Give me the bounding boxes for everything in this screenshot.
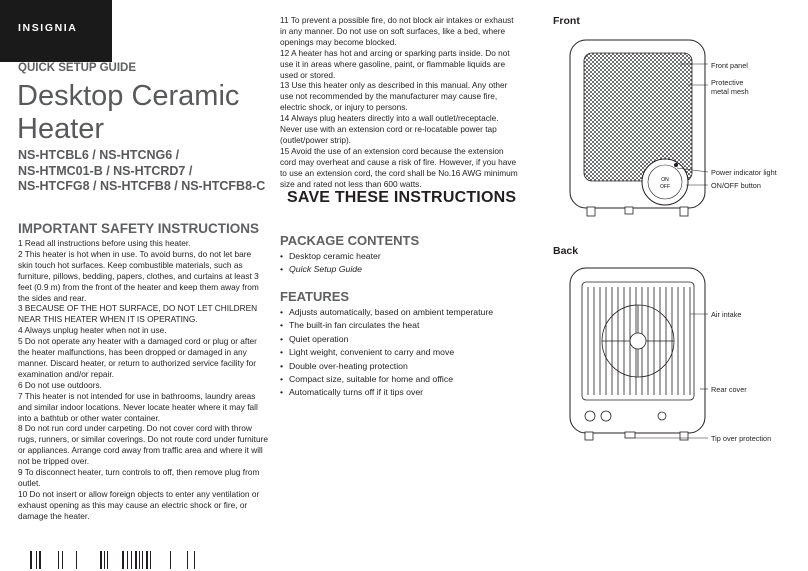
back-heater-illustration: [570, 268, 708, 440]
feature-item: • Automatically turns off if it tips over: [280, 386, 518, 399]
safety-item: 14 Always plug heaters directly into a wall outlet/receptacle. Never use with an extension cord or re-locatable power tap (outlet/power strip).: [280, 113, 499, 145]
knob-on-text: ON: [661, 177, 669, 183]
safety-item: 1 Read all instructions before using this heater.: [18, 238, 191, 248]
callout-power-light: Power indicator light: [711, 168, 777, 177]
product-title: Desktop Ceramic Heater: [17, 80, 240, 145]
callout-rear-cover: Rear cover: [711, 385, 747, 394]
feature-item: • Compact size, suitable for home and office: [280, 373, 518, 386]
callout-mesh-line: metal mesh: [711, 87, 749, 96]
callout-mesh-line: Protective: [711, 78, 744, 87]
safety-item: 11 To prevent a possible fire, do not block air intakes or exhaust in any manner. Do not use on soft surfaces, like a bed, where openings may become blocked.: [280, 15, 514, 47]
back-view-label: Back: [553, 245, 579, 257]
callout-front-panel: Front panel: [711, 61, 748, 70]
brand-logo: [0, 0, 112, 62]
safety-item: 13 Use this heater only as described in this manual. Any other use not recommended by the manufacturer may cause fire, electric shock, or injury to persons.: [280, 80, 508, 113]
features-heading: FEATURES: [280, 289, 350, 304]
feature-item: • Light weight, convenient to carry and move: [280, 346, 518, 359]
model-numbers: [18, 148, 288, 195]
heater-diagrams: [540, 25, 720, 455]
safety-item: 7 This heater is not intended for use in bathrooms, laundry areas and similar indoor locations. Never locate heater where it may fall into a bathtub or other water container.: [18, 390, 258, 423]
safety-item: 12 A heater has hot and arcing or sparking parts inside. Do not use it in areas where gasoline, paint, or flammable liquids are used or stored.: [280, 47, 510, 80]
callout-onoff-button: ON/OFF button: [711, 181, 761, 190]
front-heater-illustration: [570, 40, 708, 216]
safety-heading: IMPORTANT SAFETY INSTRUCTIONS: [18, 221, 260, 236]
brand-logo-text: INSIGNIA: [18, 22, 78, 34]
front-view-label: Front: [553, 15, 580, 27]
feature-item: • The built-in fan circulates the heat: [280, 319, 518, 332]
callout-tip-over: Tip over protection: [711, 434, 772, 443]
model-line: NS-HTCFG8 / NS-HTCFB8 / NS-HTCFB8-C: [18, 179, 266, 193]
callout-protective-mesh: [711, 78, 749, 96]
feature-item: • Quiet operation: [280, 333, 518, 346]
safety-item: 4 Always unplug heater when not in use.: [18, 325, 167, 336]
package-item: • Quick Setup Guide: [280, 263, 518, 276]
guide-label: QUICK SETUP GUIDE: [18, 62, 136, 74]
safety-item: 5 Do not operate any heater with a damaged cord or plug or after the heater malfunctions, has been dropped or damaged in any manner. Discard heater, or return to authorized service facility for examination and/or repair.: [18, 336, 257, 379]
feature-item: • Adjusts automatically, based on ambient temperature: [280, 306, 518, 319]
model-line: NS-HTMC01-B / NS-HTCRD7 /: [18, 163, 193, 178]
safety-item: 3 BECAUSE OF THE HOT SURFACE, DO NOT LET CHILDREN NEAR THIS HEATER WHEN IT IS OPERATING.: [18, 303, 258, 325]
safety-list-col1: [18, 238, 268, 522]
model-line: NS-HTCBL6 / NS-HTCNG6 /: [18, 148, 180, 162]
safety-item: 8 Do not run cord under carpeting. Do not cover cord with throw rugs, runners, or similar coverings. Do not route cord under furniture or appliances. Arrange cord away from traffic area and where it will not be tripped over.: [18, 423, 268, 467]
save-instructions-banner: SAVE THESE INSTRUCTIONS: [287, 189, 517, 206]
package-item: • Desktop ceramic heater: [280, 250, 518, 263]
safety-item: 15 Avoid the use of an extension cord because the extension cord may overheat and cause a risk of fire. However, if you have to use an extension cord, the cord shall be No.16 AWG minimum size and rated not less than 600 watts.: [280, 145, 518, 189]
package-heading: PACKAGE CONTENTS: [280, 233, 420, 248]
safety-item: 6 Do not use outdoors.: [18, 379, 102, 390]
feature-item: • Double over-heating protection: [280, 360, 518, 373]
package-list: [280, 250, 518, 277]
safety-item: 10 Do not insert or allow foreign objects to enter any ventilation or exhaust opening as this may cause an electric shock or fire, or damage the heater.: [18, 488, 260, 521]
safety-list-col2: [280, 15, 518, 190]
barcode-icon: [30, 551, 210, 569]
safety-item: 2 This heater is hot when in use. To avoid burns, do not let bare skin touch hot surfaces. Keep combustible materials, such as furniture, pillows, bedding, papers, clothes, and curtains at least 3 feet (0.9 m) from the front of the heater and keep them away from the sides and rear.: [18, 248, 259, 303]
safety-item: 9 To disconnect heater, turn controls to off, then remove plug from outlet.: [18, 467, 260, 488]
features-list: [280, 306, 518, 400]
knob-off-text: OFF: [660, 184, 670, 190]
callout-air-intake: Air intake: [711, 310, 742, 319]
power-indicator-icon: [674, 163, 678, 167]
